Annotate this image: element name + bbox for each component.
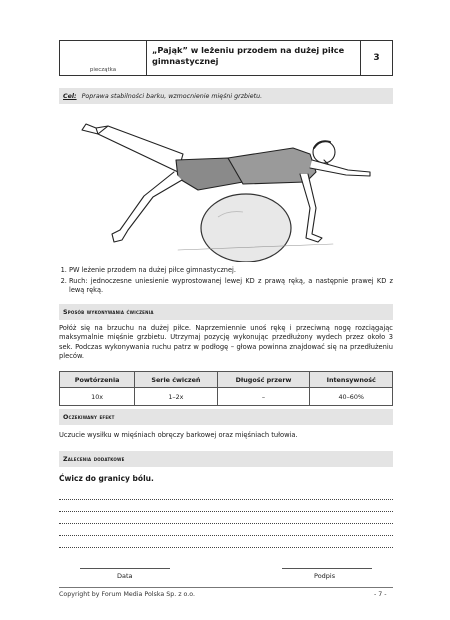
table-cell: 40–60%: [310, 388, 393, 406]
effect-heading-bar: [59, 409, 393, 425]
method-heading: Sposób wykonywania ćwiczenia: [63, 308, 154, 316]
table-cell: 10x: [60, 388, 135, 406]
goal-label: Cel:: [63, 92, 77, 100]
table-cell: –: [217, 388, 310, 406]
steps-list: [59, 266, 393, 297]
table-header-cell: Długość przerw: [217, 372, 310, 388]
recommendations-heading-bar: [59, 451, 393, 467]
recommendations-heading: Zalecenia dodatkowe: [63, 455, 125, 463]
stamp-box: [60, 41, 147, 75]
footer-page-number: - 7 -: [374, 591, 387, 598]
gym-ball-illustration: [201, 194, 291, 262]
writing-line: [59, 535, 393, 536]
exercise-header: [59, 40, 393, 76]
date-line: [80, 568, 170, 569]
date-label: Data: [117, 572, 133, 580]
goal-bar: [59, 88, 393, 104]
table-cell: 1–2x: [135, 388, 217, 406]
goal-text: Poprawa stabilności barku, wzmocnienie mięśni grzbietu.: [81, 92, 263, 100]
signature-label: Podpis: [314, 572, 336, 580]
method-heading-bar: [59, 304, 393, 320]
writing-line: [59, 547, 393, 548]
table-header-cell: Intensywność: [310, 372, 393, 388]
table-header-row: [60, 372, 393, 388]
writing-line: [59, 499, 393, 500]
footer-divider: [59, 587, 393, 588]
signature-line: [282, 568, 372, 569]
table-header-cell: Serie ćwiczeń: [135, 372, 217, 388]
table-header-cell: Powtórzenia: [60, 372, 135, 388]
exercise-title: „Pająk” w leżeniu przodem na dużej piłce gimnastycznej: [147, 41, 361, 75]
exercise-illustration: [78, 112, 378, 262]
step-item: 2. Ruch: jednoczesne uniesienie wyprostowanej lewej KD z prawą ręką, a następnie prawej KD z lewą ręką.: [69, 277, 393, 295]
writing-line: [59, 523, 393, 524]
stamp-label: pieczątka: [89, 67, 117, 73]
writing-line: [59, 511, 393, 512]
footer-copyright: Copyright by Forum Media Polska Sp. z o.o.: [59, 591, 196, 598]
recommendations-text: Ćwicz do granicy bólu.: [59, 474, 154, 483]
exercise-number: 3: [373, 53, 380, 63]
parameters-table: [59, 371, 393, 406]
table-row: [60, 388, 393, 406]
method-text: Połóż się na brzuchu na dużej piłce. Naprzemiennie unoś rękę i przeciwną nogę rozciągając maksymalnie mięśnie grzbietu. Utrzymaj pozycję wykonując przedłużony wydech przez około 3 sek. Podczas wykonywania ruchu patrz w podłogę – głowa powinna znajdować się na przedłużeniu pleców.: [59, 324, 393, 360]
step-item: 1. PW leżenie przodem na dużej piłce gimnastycznej.: [69, 266, 393, 275]
effect-text: Uczucie wysiłku w mięśniach obręczy barkowej oraz mięśniach tułowia.: [59, 431, 298, 439]
effect-heading: Oczekiwany efekt: [63, 413, 115, 421]
